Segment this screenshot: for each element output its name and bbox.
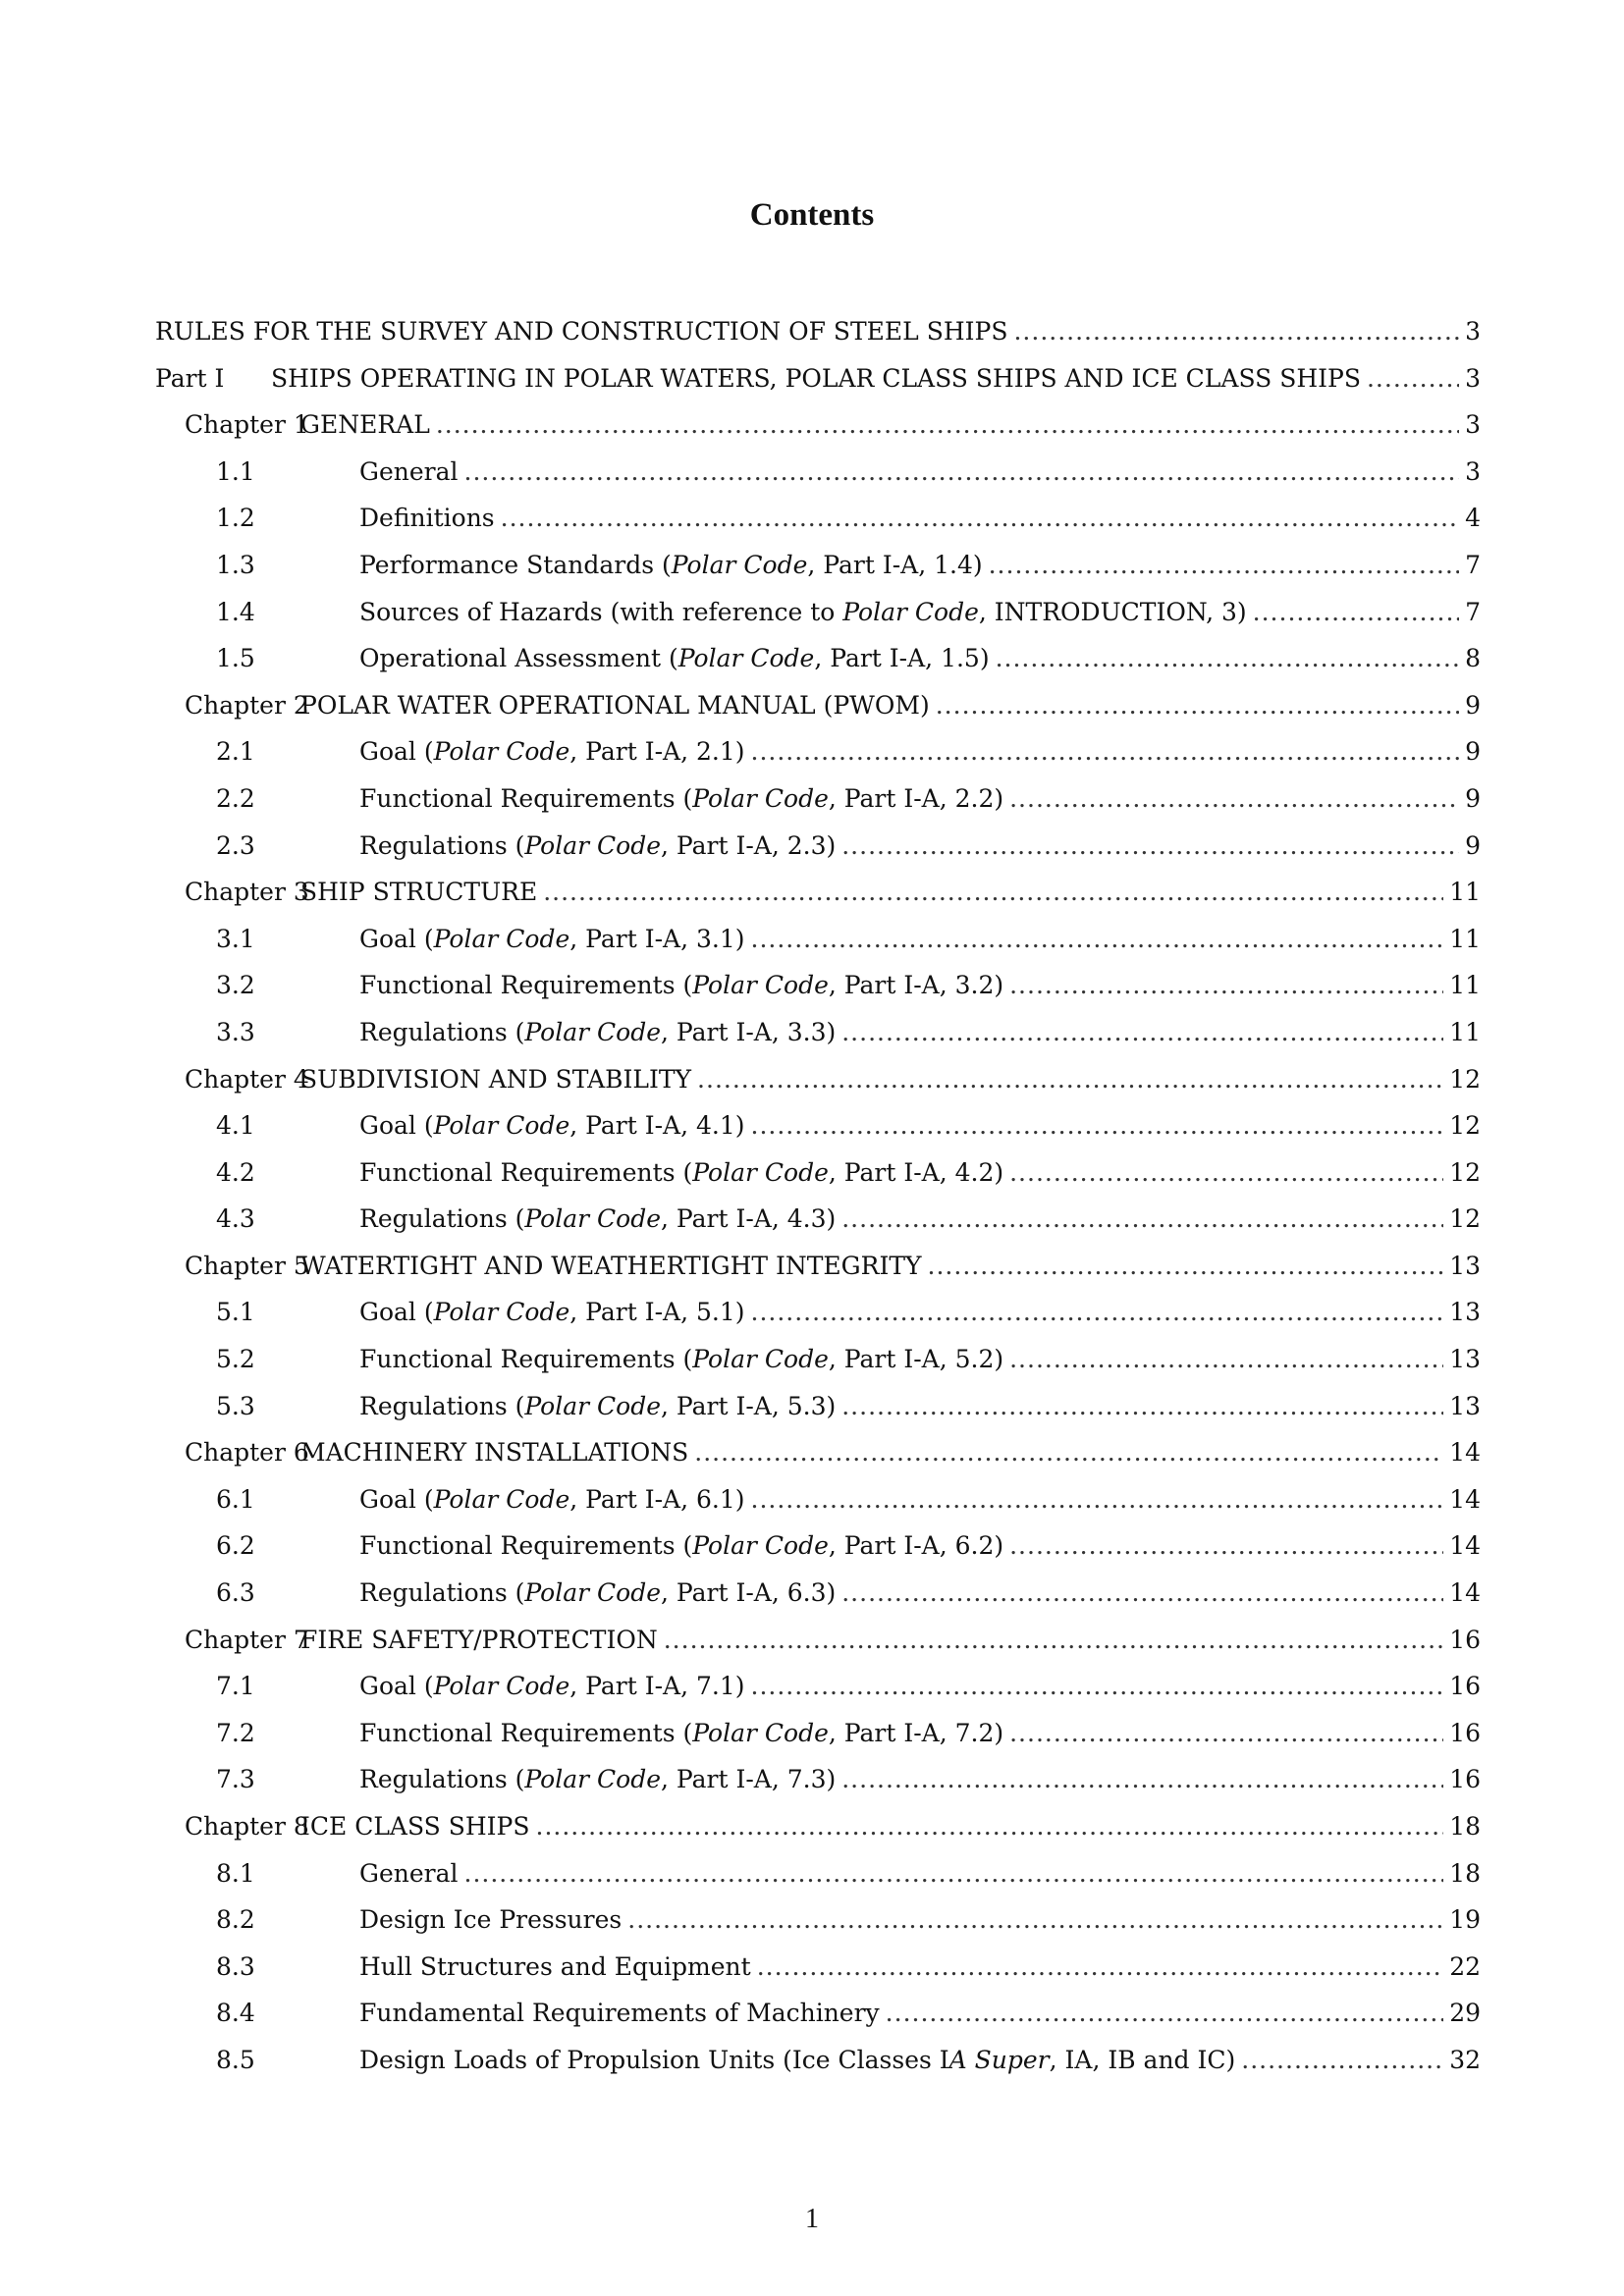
toc-entry-number: 5.2 (216, 1345, 255, 1374)
toc-leader-dots (1013, 316, 1459, 347)
toc-entry-number: 6.3 (216, 1578, 255, 1608)
toc-entry[interactable] (155, 690, 1481, 737)
toc-entry-number: 4.2 (216, 1157, 255, 1187)
toc-entry-number: 5.3 (216, 1391, 255, 1420)
toc-entry[interactable] (155, 363, 1481, 410)
toc-entry-number: 1.1 (216, 456, 255, 486)
toc-entry-number: 6.2 (216, 1531, 255, 1561)
toc-entry[interactable] (155, 924, 1481, 971)
toc-leader-dots (1009, 970, 1443, 1001)
toc-entry-number: 1.5 (216, 644, 255, 673)
toc-entry-page: 7 (1465, 597, 1481, 626)
toc-entry-page: 3 (1465, 363, 1481, 393)
toc-leader-dots (928, 1251, 1444, 1282)
toc-leader-dots (751, 1110, 1444, 1142)
toc-entry-title: Regulations (Polar Code, Part I-A, 2.3) (359, 830, 837, 860)
toc-entry-title: Regulations (Polar Code, Part I-A, 4.3) (359, 1204, 837, 1234)
toc-leader-dots (543, 877, 1443, 908)
toc-entry-number: 7.1 (216, 1672, 255, 1701)
toc-entry-number: Chapter 8 (185, 1812, 309, 1841)
toc-entry-title: RULES FOR THE SURVEY AND CONSTRUCTION OF STEEL SHIPS (155, 317, 1008, 346)
toc-entry[interactable] (155, 1625, 1481, 1672)
toc-entry[interactable] (155, 1344, 1481, 1391)
toc-leader-dots (757, 1951, 1443, 1983)
toc-entry[interactable] (155, 1764, 1481, 1811)
toc-entry[interactable] (155, 877, 1481, 924)
toc-entry[interactable] (155, 1437, 1481, 1484)
toc-entry-page: 14 (1449, 1438, 1481, 1468)
toc-entry-title: Functional Requirements (Polar Code, Part I-A, 3.2) (359, 971, 1004, 1000)
toc-entry-page: 19 (1449, 1905, 1481, 1935)
toc-entry[interactable] (155, 1951, 1481, 1999)
toc-entry-page: 11 (1449, 1017, 1481, 1046)
toc-entry[interactable] (155, 830, 1481, 878)
toc-entry[interactable] (155, 1251, 1481, 1298)
toc-entry-title: Goal (Polar Code, Part I-A, 7.1) (359, 1672, 745, 1701)
toc-leader-dots (751, 1671, 1444, 1702)
toc-entry-title: Goal (Polar Code, Part I-A, 2.1) (359, 737, 745, 767)
toc-entry-title: Goal (Polar Code, Part I-A, 3.1) (359, 924, 745, 953)
toc-entry-title: Performance Standards (Polar Code, Part I-A, 1.4) (359, 550, 983, 579)
toc-entry-number: 2.2 (216, 783, 255, 813)
toc-entry[interactable] (155, 1577, 1481, 1625)
toc-entry-title: Functional Requirements (Polar Code, Part I-A, 4.2) (359, 1157, 1004, 1187)
toc-leader-dots (627, 1904, 1443, 1936)
toc-leader-dots (751, 1297, 1444, 1328)
table-of-contents (155, 316, 1481, 2092)
toc-entry-number: 1.3 (216, 550, 255, 579)
toc-entry-title: Design Ice Pressures (359, 1905, 623, 1935)
toc-leader-dots (841, 1203, 1443, 1235)
toc-leader-dots (464, 1858, 1444, 1890)
toc-entry[interactable] (155, 736, 1481, 783)
toc-entry-number: 6.1 (216, 1484, 255, 1514)
toc-entry-page: 13 (1449, 1251, 1481, 1280)
toc-entry[interactable] (155, 1484, 1481, 1531)
toc-entry-number: Chapter 7 (185, 1625, 309, 1654)
toc-entry[interactable] (155, 1064, 1481, 1111)
toc-entry-title: MACHINERY INSTALLATIONS (300, 1438, 689, 1468)
toc-entry-number: 8.4 (216, 1999, 255, 2028)
toc-entry-title: Goal (Polar Code, Part I-A, 5.1) (359, 1298, 745, 1327)
toc-entry-page: 9 (1465, 737, 1481, 767)
toc-entry[interactable] (155, 1391, 1481, 1438)
toc-leader-dots (1009, 1344, 1443, 1375)
toc-leader-dots (751, 1484, 1444, 1516)
toc-entry[interactable] (155, 1203, 1481, 1251)
toc-leader-dots (697, 1064, 1443, 1095)
toc-entry-number: 1.2 (216, 504, 255, 533)
toc-entry-page: 4 (1465, 504, 1481, 533)
toc-leader-dots (464, 456, 1460, 488)
toc-entry-number: 8.1 (216, 1858, 255, 1888)
toc-entry[interactable] (155, 503, 1481, 550)
toc-entry-number: Chapter 6 (185, 1438, 309, 1468)
toc-entry[interactable] (155, 2045, 1481, 2092)
toc-entry[interactable] (155, 1110, 1481, 1157)
toc-entry-page: 12 (1449, 1204, 1481, 1234)
toc-leader-dots (436, 409, 1459, 441)
toc-entry-title: Goal (Polar Code, Part I-A, 6.1) (359, 1484, 745, 1514)
toc-entry[interactable] (155, 1671, 1481, 1718)
toc-leader-dots (1253, 597, 1459, 628)
toc-entry-number: Chapter 2 (185, 690, 309, 720)
toc-entry-title: Regulations (Polar Code, Part I-A, 5.3) (359, 1391, 837, 1420)
toc-leader-dots (694, 1437, 1443, 1468)
toc-leader-dots (841, 1577, 1443, 1609)
toc-entry-title: General (359, 1858, 459, 1888)
toc-entry-page: 13 (1449, 1345, 1481, 1374)
toc-entry[interactable] (155, 1904, 1481, 1951)
toc-entry-page: 16 (1449, 1672, 1481, 1701)
toc-entry-page: 11 (1449, 924, 1481, 953)
toc-entry-title: Functional Requirements (Polar Code, Part I-A, 6.2) (359, 1531, 1004, 1561)
toc-entry[interactable] (155, 643, 1481, 690)
toc-entry[interactable] (155, 1297, 1481, 1344)
toc-leader-dots (664, 1625, 1443, 1656)
toc-entry-page: 12 (1449, 1064, 1481, 1094)
toc-entry-title: Functional Requirements (Polar Code, Part I-A, 5.2) (359, 1345, 1004, 1374)
toc-entry[interactable] (155, 1998, 1481, 2045)
toc-leader-dots (751, 736, 1460, 768)
toc-leader-dots (886, 1998, 1444, 2029)
toc-entry[interactable] (155, 409, 1481, 456)
toc-entry-title: Hull Structures and Equipment (359, 1951, 751, 1981)
toc-entry-page: 16 (1449, 1625, 1481, 1654)
toc-entry-title: Operational Assessment (Polar Code, Part I-A, 1.5) (359, 644, 990, 673)
toc-entry[interactable] (155, 1157, 1481, 1204)
toc-entry[interactable] (155, 597, 1481, 644)
toc-entry-page: 3 (1465, 456, 1481, 486)
toc-entry-title: Functional Requirements (Polar Code, Part I-A, 2.2) (359, 783, 1004, 813)
toc-entry-number: 8.5 (216, 2045, 255, 2074)
toc-entry-number: 5.1 (216, 1298, 255, 1327)
toc-entry-page: 9 (1465, 690, 1481, 720)
toc-entry-number: 2.1 (216, 737, 255, 767)
toc-entry-title: SUBDIVISION AND STABILITY (300, 1064, 692, 1094)
toc-entry-page: 22 (1449, 1951, 1481, 1981)
toc-entry-title: POLAR WATER OPERATIONAL MANUAL (PWOM) (300, 690, 930, 720)
toc-entry-page: 9 (1465, 830, 1481, 860)
toc-leader-dots (751, 924, 1444, 955)
toc-entry[interactable] (155, 1017, 1481, 1064)
toc-entry-page: 12 (1449, 1111, 1481, 1141)
toc-entry-title: WATERTIGHT AND WEATHERTIGHT INTEGRITY (300, 1251, 922, 1280)
toc-entry-number: 7.3 (216, 1765, 255, 1794)
toc-entry-page: 3 (1465, 317, 1481, 346)
toc-entry-title: FIRE SAFETY/PROTECTION (300, 1625, 658, 1654)
toc-entry-title: Goal (Polar Code, Part I-A, 4.1) (359, 1111, 745, 1141)
toc-entry-title: SHIP STRUCTURE (300, 878, 538, 907)
toc-entry-page: 7 (1465, 550, 1481, 579)
toc-entry-title: General (359, 456, 459, 486)
toc-entry-page: 14 (1449, 1531, 1481, 1561)
toc-leader-dots (1241, 2045, 1443, 2076)
toc-entry-title: SHIPS OPERATING IN POLAR WATERS, POLAR CLASS SHIPS AND ICE CLASS SHIPS (271, 363, 1361, 393)
toc-entry-title: Regulations (Polar Code, Part I-A, 6.3) (359, 1578, 837, 1608)
toc-entry-page: 29 (1449, 1999, 1481, 2028)
toc-leader-dots (996, 643, 1460, 674)
toc-entry-page: 3 (1465, 410, 1481, 440)
toc-entry-page: 11 (1449, 971, 1481, 1000)
toc-entry-page: 13 (1449, 1391, 1481, 1420)
toc-entry-number: 4.3 (216, 1204, 255, 1234)
toc-entry[interactable] (155, 783, 1481, 830)
toc-entry[interactable] (155, 970, 1481, 1017)
toc-entry-page: 14 (1449, 1484, 1481, 1514)
toc-entry-title: GENERAL (300, 410, 430, 440)
toc-entry-title: Regulations (Polar Code, Part I-A, 7.3) (359, 1765, 837, 1794)
toc-leader-dots (501, 503, 1459, 534)
toc-leader-dots (841, 1391, 1443, 1422)
toc-entry[interactable] (155, 1530, 1481, 1577)
toc-entry-page: 16 (1449, 1765, 1481, 1794)
toc-entry-page: 8 (1465, 644, 1481, 673)
toc-entry-title: ICE CLASS SHIPS (300, 1812, 530, 1841)
toc-entry[interactable] (155, 316, 1481, 363)
toc-entry-number: 1.4 (216, 597, 255, 626)
toc-entry-number: 7.2 (216, 1718, 255, 1747)
toc-leader-dots (1009, 783, 1459, 815)
toc-entry-number: Chapter 3 (185, 878, 309, 907)
toc-entry-number: Part I (155, 363, 225, 393)
toc-entry[interactable] (155, 456, 1481, 504)
toc-leader-dots (989, 550, 1459, 581)
toc-entry-number: Chapter 4 (185, 1064, 309, 1094)
toc-leader-dots (1009, 1157, 1443, 1189)
toc-entry-page: 13 (1449, 1298, 1481, 1327)
toc-entry-page: 14 (1449, 1578, 1481, 1608)
page-title: Contents (749, 197, 875, 233)
toc-entry-number: 3.3 (216, 1017, 255, 1046)
toc-entry-title: Definitions (359, 504, 495, 533)
toc-entry-page: 18 (1449, 1812, 1481, 1841)
toc-leader-dots (936, 690, 1459, 721)
toc-entry-number: 8.3 (216, 1951, 255, 1981)
toc-leader-dots (1009, 1718, 1443, 1749)
toc-leader-dots (841, 1764, 1443, 1795)
toc-entry-number: 4.1 (216, 1111, 255, 1141)
toc-entry-page: 11 (1449, 878, 1481, 907)
toc-entry-title: Design Loads of Propulsion Units (Ice Classes IA Super, IA, IB and IC) (359, 2045, 1236, 2074)
toc-entry-title: Sources of Hazards (with reference to Polar Code, INTRODUCTION, 3) (359, 597, 1247, 626)
toc-entry[interactable] (155, 1811, 1481, 1858)
toc-entry-number: Chapter 5 (185, 1251, 309, 1280)
toc-entry-number: 3.2 (216, 971, 255, 1000)
toc-entry-page: 9 (1465, 783, 1481, 813)
toc-leader-dots (1367, 363, 1459, 395)
toc-entry[interactable] (155, 1718, 1481, 1765)
toc-entry-title: Fundamental Requirements of Machinery (359, 1999, 880, 2028)
toc-entry-title: Functional Requirements (Polar Code, Part I-A, 7.2) (359, 1718, 1004, 1747)
page-number: 1 (805, 2204, 819, 2234)
toc-leader-dots (536, 1811, 1444, 1842)
toc-leader-dots (841, 830, 1459, 862)
toc-entry[interactable] (155, 550, 1481, 597)
toc-entry[interactable] (155, 1858, 1481, 1905)
toc-entry-number: 3.1 (216, 924, 255, 953)
toc-entry-page: 16 (1449, 1718, 1481, 1747)
toc-entry-number: Chapter 1 (185, 410, 309, 440)
toc-entry-page: 32 (1449, 2045, 1481, 2074)
toc-entry-number: 8.2 (216, 1905, 255, 1935)
toc-entry-title: Regulations (Polar Code, Part I-A, 3.3) (359, 1017, 837, 1046)
toc-leader-dots (1009, 1530, 1443, 1562)
toc-entry-page: 18 (1449, 1858, 1481, 1888)
toc-leader-dots (841, 1017, 1443, 1048)
toc-entry-page: 12 (1449, 1157, 1481, 1187)
toc-entry-number: 2.3 (216, 830, 255, 860)
